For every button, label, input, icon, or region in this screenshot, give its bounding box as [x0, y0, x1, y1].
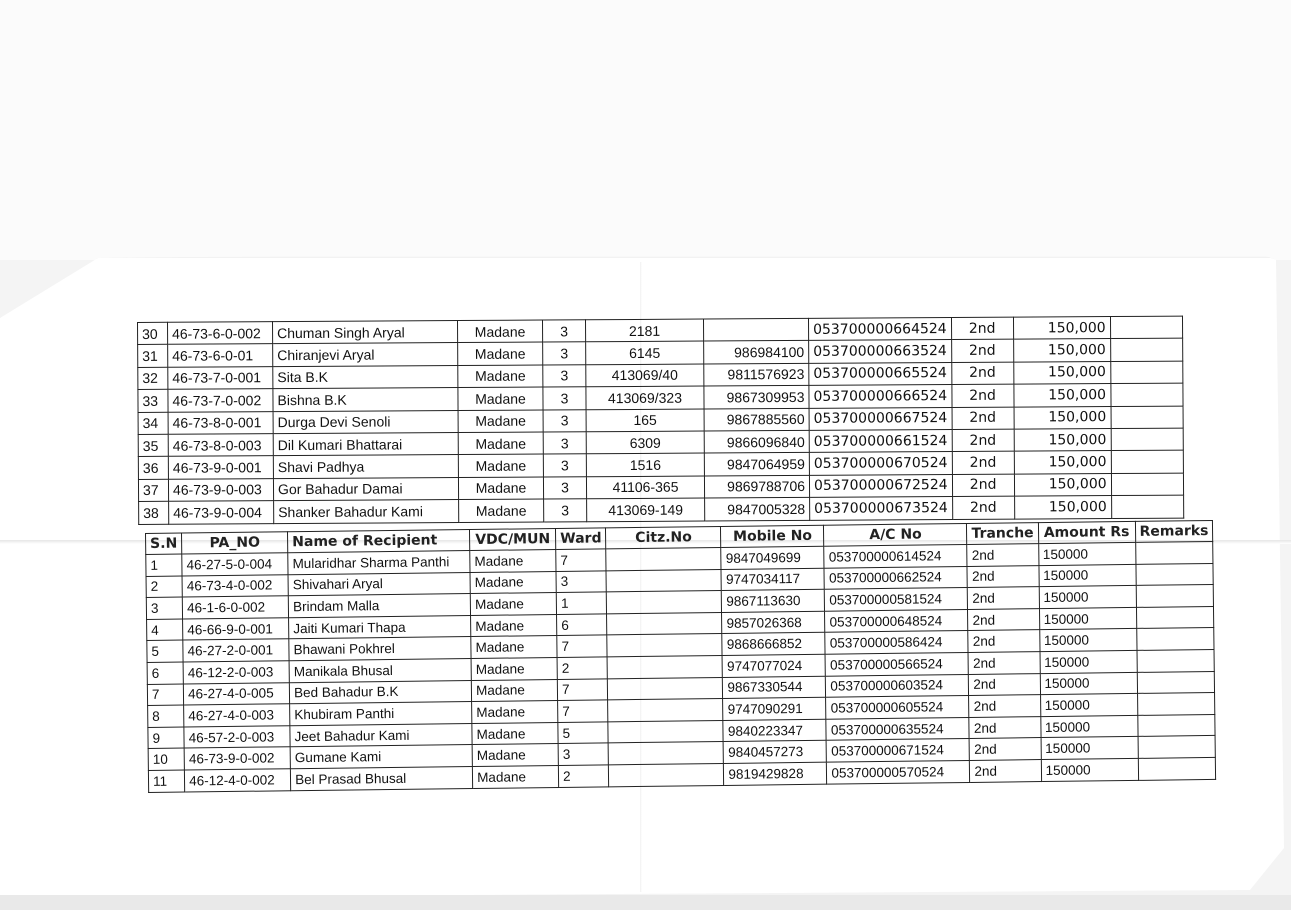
cell-remarks — [1138, 757, 1216, 780]
cell-ward: 3 — [556, 570, 607, 592]
cell-ward: 2 — [557, 657, 608, 679]
cell-amount: 150000 — [1039, 607, 1136, 630]
cell-ac: 053700000673524 — [810, 497, 953, 520]
cell-sn: 4 — [147, 619, 183, 641]
cell-sn: 1 — [146, 554, 182, 576]
cell-mobile: 986984100 — [704, 341, 809, 364]
cell-remarks — [1136, 628, 1214, 651]
cell-sn: 5 — [147, 640, 183, 662]
cell-ac: 053700000614524 — [824, 544, 967, 567]
cell-mobile: 9840223347 — [723, 719, 826, 742]
cell-tranche: 2nd — [968, 652, 1039, 674]
recipient-table-body — [146, 541, 1216, 792]
cell-vdc: Madane — [471, 657, 557, 680]
cell-remarks — [1111, 495, 1183, 518]
cell-remarks — [1135, 541, 1213, 564]
cell-ward: 6 — [557, 614, 608, 636]
header-ward: Ward — [556, 528, 607, 550]
cell-amount: 150,000 — [1014, 451, 1111, 474]
cell-ac: 053700000586424 — [825, 631, 968, 654]
cell-amount: 150000 — [1041, 737, 1138, 760]
cell-citz — [609, 742, 724, 765]
recipient-table-continued-body — [138, 316, 1184, 524]
cell-amount: 150000 — [1040, 694, 1137, 717]
cell-sn: 36 — [138, 457, 168, 480]
cell-mobile: 9847005328 — [705, 498, 810, 521]
cell-mobile: 9868666852 — [722, 633, 825, 656]
cell-pa-no: 46-27-5-0-004 — [182, 553, 288, 576]
cell-ac: 053700000666524 — [809, 385, 952, 408]
cell-citz: 413069-149 — [587, 498, 705, 521]
cell-mobile: 9847049699 — [721, 546, 824, 569]
cell-ac: 053700000605524 — [826, 696, 969, 719]
cell-remarks — [1111, 450, 1183, 473]
cell-sn: 32 — [138, 367, 168, 390]
cell-sn: 37 — [138, 479, 168, 502]
cell-vdc: Madane — [472, 722, 558, 745]
cell-ac: 053700000665524 — [809, 362, 952, 385]
cell-vdc: Madane — [472, 744, 558, 767]
cell-tranche: 2nd — [951, 340, 1013, 363]
cell-ac: 053700000603524 — [826, 674, 969, 697]
cell-citz: 413069/40 — [586, 364, 704, 387]
cell-tranche: 2nd — [952, 407, 1014, 430]
cell-tranche: 2nd — [951, 317, 1013, 340]
cell-remarks — [1110, 339, 1182, 362]
cell-pa-no: 46-73-8-0-003 — [168, 434, 273, 457]
cell-citz: 413069/323 — [586, 386, 704, 409]
cell-pa-no: 46-57-2-0-003 — [184, 725, 290, 748]
cell-remarks — [1110, 361, 1182, 384]
cell-sn: 31 — [138, 345, 168, 368]
cell-mobile: 9869788706 — [704, 475, 809, 498]
scanner-bottom-edge — [0, 895, 1291, 910]
cell-sn: 7 — [147, 684, 183, 706]
header-remarks: Remarks — [1135, 520, 1213, 542]
cell-citz — [607, 591, 722, 614]
recipient-table-continued — [137, 316, 1184, 525]
header-sn: S.N — [146, 533, 182, 554]
cell-tranche: 2nd — [952, 384, 1014, 407]
cell-ac: 053700000648524 — [825, 609, 968, 632]
cell-ward: 1 — [556, 592, 607, 614]
cell-vdc: Madane — [457, 320, 542, 343]
cell-tranche: 2nd — [968, 587, 1039, 609]
cell-remarks — [1135, 563, 1213, 586]
cell-pa-no: 46-27-4-0-005 — [183, 682, 289, 705]
cell-name: Jaiti Kumari Thapa — [289, 615, 471, 639]
cell-tranche: 2nd — [967, 544, 1038, 566]
cell-name: Durga Devi Senoli — [273, 410, 458, 434]
cell-ac: 053700000663524 — [809, 340, 952, 363]
cell-mobile: 9840457273 — [724, 741, 827, 764]
cell-amount: 150,000 — [1014, 496, 1111, 519]
cell-sn: 35 — [138, 434, 168, 457]
cell-ac: 053700000671524 — [827, 739, 970, 762]
cell-amount: 150,000 — [1013, 317, 1110, 340]
cell-ac: 053700000635524 — [826, 717, 969, 740]
cell-ac: 053700000664524 — [808, 318, 951, 341]
cell-ac: 053700000667524 — [809, 407, 952, 430]
cell-sn: 3 — [146, 597, 182, 619]
cell-ward: 3 — [543, 342, 586, 365]
cell-ac: 053700000672524 — [809, 474, 952, 497]
cell-ward: 7 — [558, 700, 609, 722]
cell-vdc: Madane — [471, 679, 557, 702]
cell-name: Gumane Kami — [290, 745, 472, 769]
cell-vdc: Madane — [459, 499, 544, 522]
cell-vdc: Madane — [471, 614, 557, 637]
cell-ac: 053700000570524 — [827, 760, 970, 783]
cell-remarks — [1136, 606, 1214, 629]
cell-mobile: 9867885560 — [704, 408, 809, 431]
cell-citz — [608, 699, 723, 722]
cell-name: Bishna B.K — [273, 388, 458, 412]
cell-vdc: Madane — [458, 477, 543, 500]
cell-pa-no: 46-12-4-0-002 — [185, 769, 291, 792]
cell-ward: 3 — [543, 387, 586, 410]
cell-citz: 41106-365 — [586, 476, 704, 499]
cell-name: Chiranjevi Aryal — [273, 343, 458, 367]
cell-citz: 1516 — [586, 453, 704, 476]
cell-name: Khubiram Panthi — [290, 702, 472, 726]
cell-sn: 34 — [138, 412, 168, 435]
cell-vdc: Madane — [458, 410, 543, 433]
cell-ac: 053700000581524 — [825, 588, 968, 611]
cell-mobile — [703, 318, 808, 341]
cell-vdc: Madane — [473, 765, 559, 788]
cell-name: Shanker Bahadur Kami — [274, 500, 459, 524]
cell-mobile: 9747090291 — [723, 697, 826, 720]
cell-mobile: 9819429828 — [724, 762, 827, 785]
cell-remarks — [1111, 406, 1183, 429]
header-vdc-mun: VDC/MUN — [470, 528, 556, 550]
cell-pa-no: 46-12-2-0-003 — [183, 661, 289, 684]
cell-amount: 150000 — [1040, 715, 1137, 738]
cell-remarks — [1111, 473, 1183, 496]
cell-vdc: Madane — [470, 549, 556, 572]
cell-sn: 10 — [148, 748, 184, 770]
cell-ward: 3 — [544, 499, 587, 522]
cell-name: Mularidhar Sharma Panthi — [288, 551, 470, 575]
cell-sn: 8 — [148, 705, 184, 727]
cell-mobile: 9847064959 — [704, 453, 809, 476]
cell-remarks — [1137, 649, 1215, 672]
recipient-table — [145, 520, 1216, 793]
cell-ward: 3 — [542, 320, 585, 343]
cell-pa-no: 46-73-6-0-002 — [168, 322, 273, 345]
cell-sn: 9 — [148, 727, 184, 749]
cell-citz: 2181 — [585, 319, 703, 342]
cell-amount: 150000 — [1039, 629, 1136, 652]
cell-name: Shavi Padhya — [273, 455, 458, 479]
cell-remarks — [1138, 736, 1216, 759]
cell-name: Manikala Bhusal — [289, 658, 471, 682]
cell-remarks — [1111, 428, 1183, 451]
cell-amount: 150000 — [1041, 758, 1138, 781]
cell-vdc: Madane — [470, 593, 556, 616]
scanner-background — [0, 0, 1291, 260]
cell-sn: 11 — [148, 770, 184, 792]
cell-mobile: 9857026368 — [722, 611, 825, 634]
cell-mobile: 9811576923 — [704, 363, 809, 386]
cell-amount: 150000 — [1040, 650, 1137, 673]
cell-amount: 150000 — [1038, 542, 1135, 565]
cell-sn: 6 — [147, 662, 183, 684]
cell-tranche: 2nd — [968, 608, 1039, 630]
cell-name: Brindam Malla — [288, 594, 470, 618]
cell-citz: 6145 — [586, 341, 704, 364]
cell-ac: 053700000566524 — [825, 652, 968, 675]
cell-pa-no: 46-27-4-0-003 — [184, 704, 290, 727]
cell-amount: 150,000 — [1013, 361, 1110, 384]
cell-sn: 38 — [139, 501, 169, 524]
cell-remarks — [1137, 714, 1215, 737]
cell-ward: 7 — [556, 549, 607, 571]
cell-vdc: Madane — [458, 365, 543, 388]
cell-pa-no: 46-66-9-0-001 — [183, 618, 289, 641]
cell-vdc: Madane — [470, 571, 556, 594]
cell-ac: 053700000661524 — [809, 429, 952, 452]
cell-name: Bel Prasad Bhusal — [291, 766, 473, 790]
cell-pa-no: 46-73-9-0-004 — [169, 501, 274, 524]
cell-remarks — [1111, 383, 1183, 406]
cell-name: Chuman Singh Aryal — [273, 321, 458, 345]
cell-amount: 150000 — [1039, 586, 1136, 609]
cell-amount: 150000 — [1040, 672, 1137, 695]
cell-citz — [608, 677, 723, 700]
cell-ward: 7 — [557, 635, 608, 657]
cell-remarks — [1110, 316, 1182, 339]
header-pa-no: PA_NO — [182, 532, 288, 554]
cell-mobile: 9867330544 — [723, 676, 826, 699]
cell-ac: 053700000670524 — [809, 452, 952, 475]
header-mobile-no: Mobile No — [721, 525, 824, 547]
cell-ward: 3 — [543, 432, 586, 455]
cell-pa-no: 46-73-6-0-01 — [168, 344, 273, 367]
cell-tranche: 2nd — [951, 362, 1013, 385]
cell-mobile: 9867309953 — [704, 386, 809, 409]
cell-ward: 3 — [558, 743, 609, 765]
cell-citz — [609, 763, 724, 786]
cell-sn: 30 — [138, 322, 168, 345]
cell-citz — [607, 612, 722, 635]
cell-tranche: 2nd — [969, 695, 1040, 717]
cell-amount: 150,000 — [1013, 339, 1110, 362]
cell-tranche: 2nd — [952, 496, 1014, 519]
cell-amount: 150,000 — [1014, 473, 1111, 496]
cell-mobile: 9867113630 — [722, 589, 825, 612]
cell-mobile: 9866096840 — [704, 430, 809, 453]
cell-vdc: Madane — [458, 432, 543, 455]
cell-tranche: 2nd — [968, 630, 1039, 652]
cell-citz: 6309 — [586, 431, 704, 454]
cell-pa-no: 46-73-7-0-001 — [168, 366, 273, 389]
cell-remarks — [1136, 585, 1214, 608]
cell-name: Bhawani Pokhrel — [289, 637, 471, 661]
cell-mobile: 9747077024 — [722, 654, 825, 677]
cell-ward: 3 — [543, 409, 586, 432]
cell-pa-no: 46-27-2-0-001 — [183, 639, 289, 662]
header-citz-no: Citz.No — [606, 526, 721, 548]
cell-ward: 3 — [543, 365, 586, 388]
cell-ward: 3 — [543, 476, 586, 499]
cell-vdc: Madane — [471, 636, 557, 659]
cell-sn: 33 — [138, 389, 168, 412]
cell-mobile: 9747034117 — [721, 568, 824, 591]
cell-tranche: 2nd — [952, 451, 1014, 474]
cell-amount: 150,000 — [1014, 406, 1111, 429]
cell-amount: 150000 — [1039, 564, 1136, 587]
cell-vdc: Madane — [472, 701, 558, 724]
cell-name: Bed Bahadur B.K — [289, 680, 471, 704]
cell-name: Dil Kumari Bhattarai — [273, 432, 458, 456]
cell-name: Shivahari Aryal — [288, 572, 470, 596]
cell-sn: 2 — [146, 576, 182, 598]
cell-amount: 150,000 — [1014, 429, 1111, 452]
cell-pa-no: 46-73-8-0-001 — [168, 411, 273, 434]
cell-vdc: Madane — [458, 454, 543, 477]
cell-pa-no: 46-73-9-0-001 — [168, 456, 273, 479]
cell-citz: 165 — [586, 409, 704, 432]
cell-pa-no: 46-73-7-0-002 — [168, 389, 273, 412]
cell-tranche: 2nd — [970, 738, 1041, 760]
header-ac-no: A/C No — [824, 523, 967, 546]
cell-ward: 3 — [543, 454, 586, 477]
cell-pa-no: 46-1-6-0-002 — [182, 596, 288, 619]
cell-ac: 053700000662524 — [824, 566, 967, 589]
header-amount-rs: Amount Rs — [1038, 521, 1135, 543]
cell-pa-no: 46-73-9-0-002 — [184, 747, 290, 770]
cell-remarks — [1137, 693, 1215, 716]
cell-amount: 150,000 — [1014, 384, 1111, 407]
cell-ward: 2 — [558, 765, 609, 787]
cell-ward: 5 — [558, 722, 609, 744]
cell-citz — [607, 634, 722, 657]
cell-citz — [606, 569, 721, 592]
cell-vdc: Madane — [458, 387, 543, 410]
cell-pa-no: 46-73-4-0-002 — [182, 574, 288, 597]
cell-ward: 7 — [557, 678, 608, 700]
header-name-of-recipient: Name of Recipient — [288, 530, 470, 553]
cell-name: Sita B.K — [273, 365, 458, 389]
cell-tranche: 2nd — [969, 673, 1040, 695]
cell-tranche: 2nd — [952, 474, 1014, 497]
cell-name: Jeet Bahadur Kami — [290, 723, 472, 747]
cell-tranche: 2nd — [969, 716, 1040, 738]
header-tranche: Tranche — [967, 523, 1038, 545]
cell-tranche: 2nd — [967, 565, 1038, 587]
cell-pa-no: 46-73-9-0-003 — [168, 478, 273, 501]
cell-remarks — [1137, 671, 1215, 694]
cell-name: Gor Bahadur Damai — [273, 477, 458, 501]
cell-tranche: 2nd — [952, 429, 1014, 452]
cell-citz — [608, 655, 723, 678]
cell-citz — [608, 720, 723, 743]
cell-tranche: 2nd — [970, 760, 1041, 782]
cell-vdc: Madane — [458, 342, 543, 365]
cell-citz — [606, 547, 721, 570]
